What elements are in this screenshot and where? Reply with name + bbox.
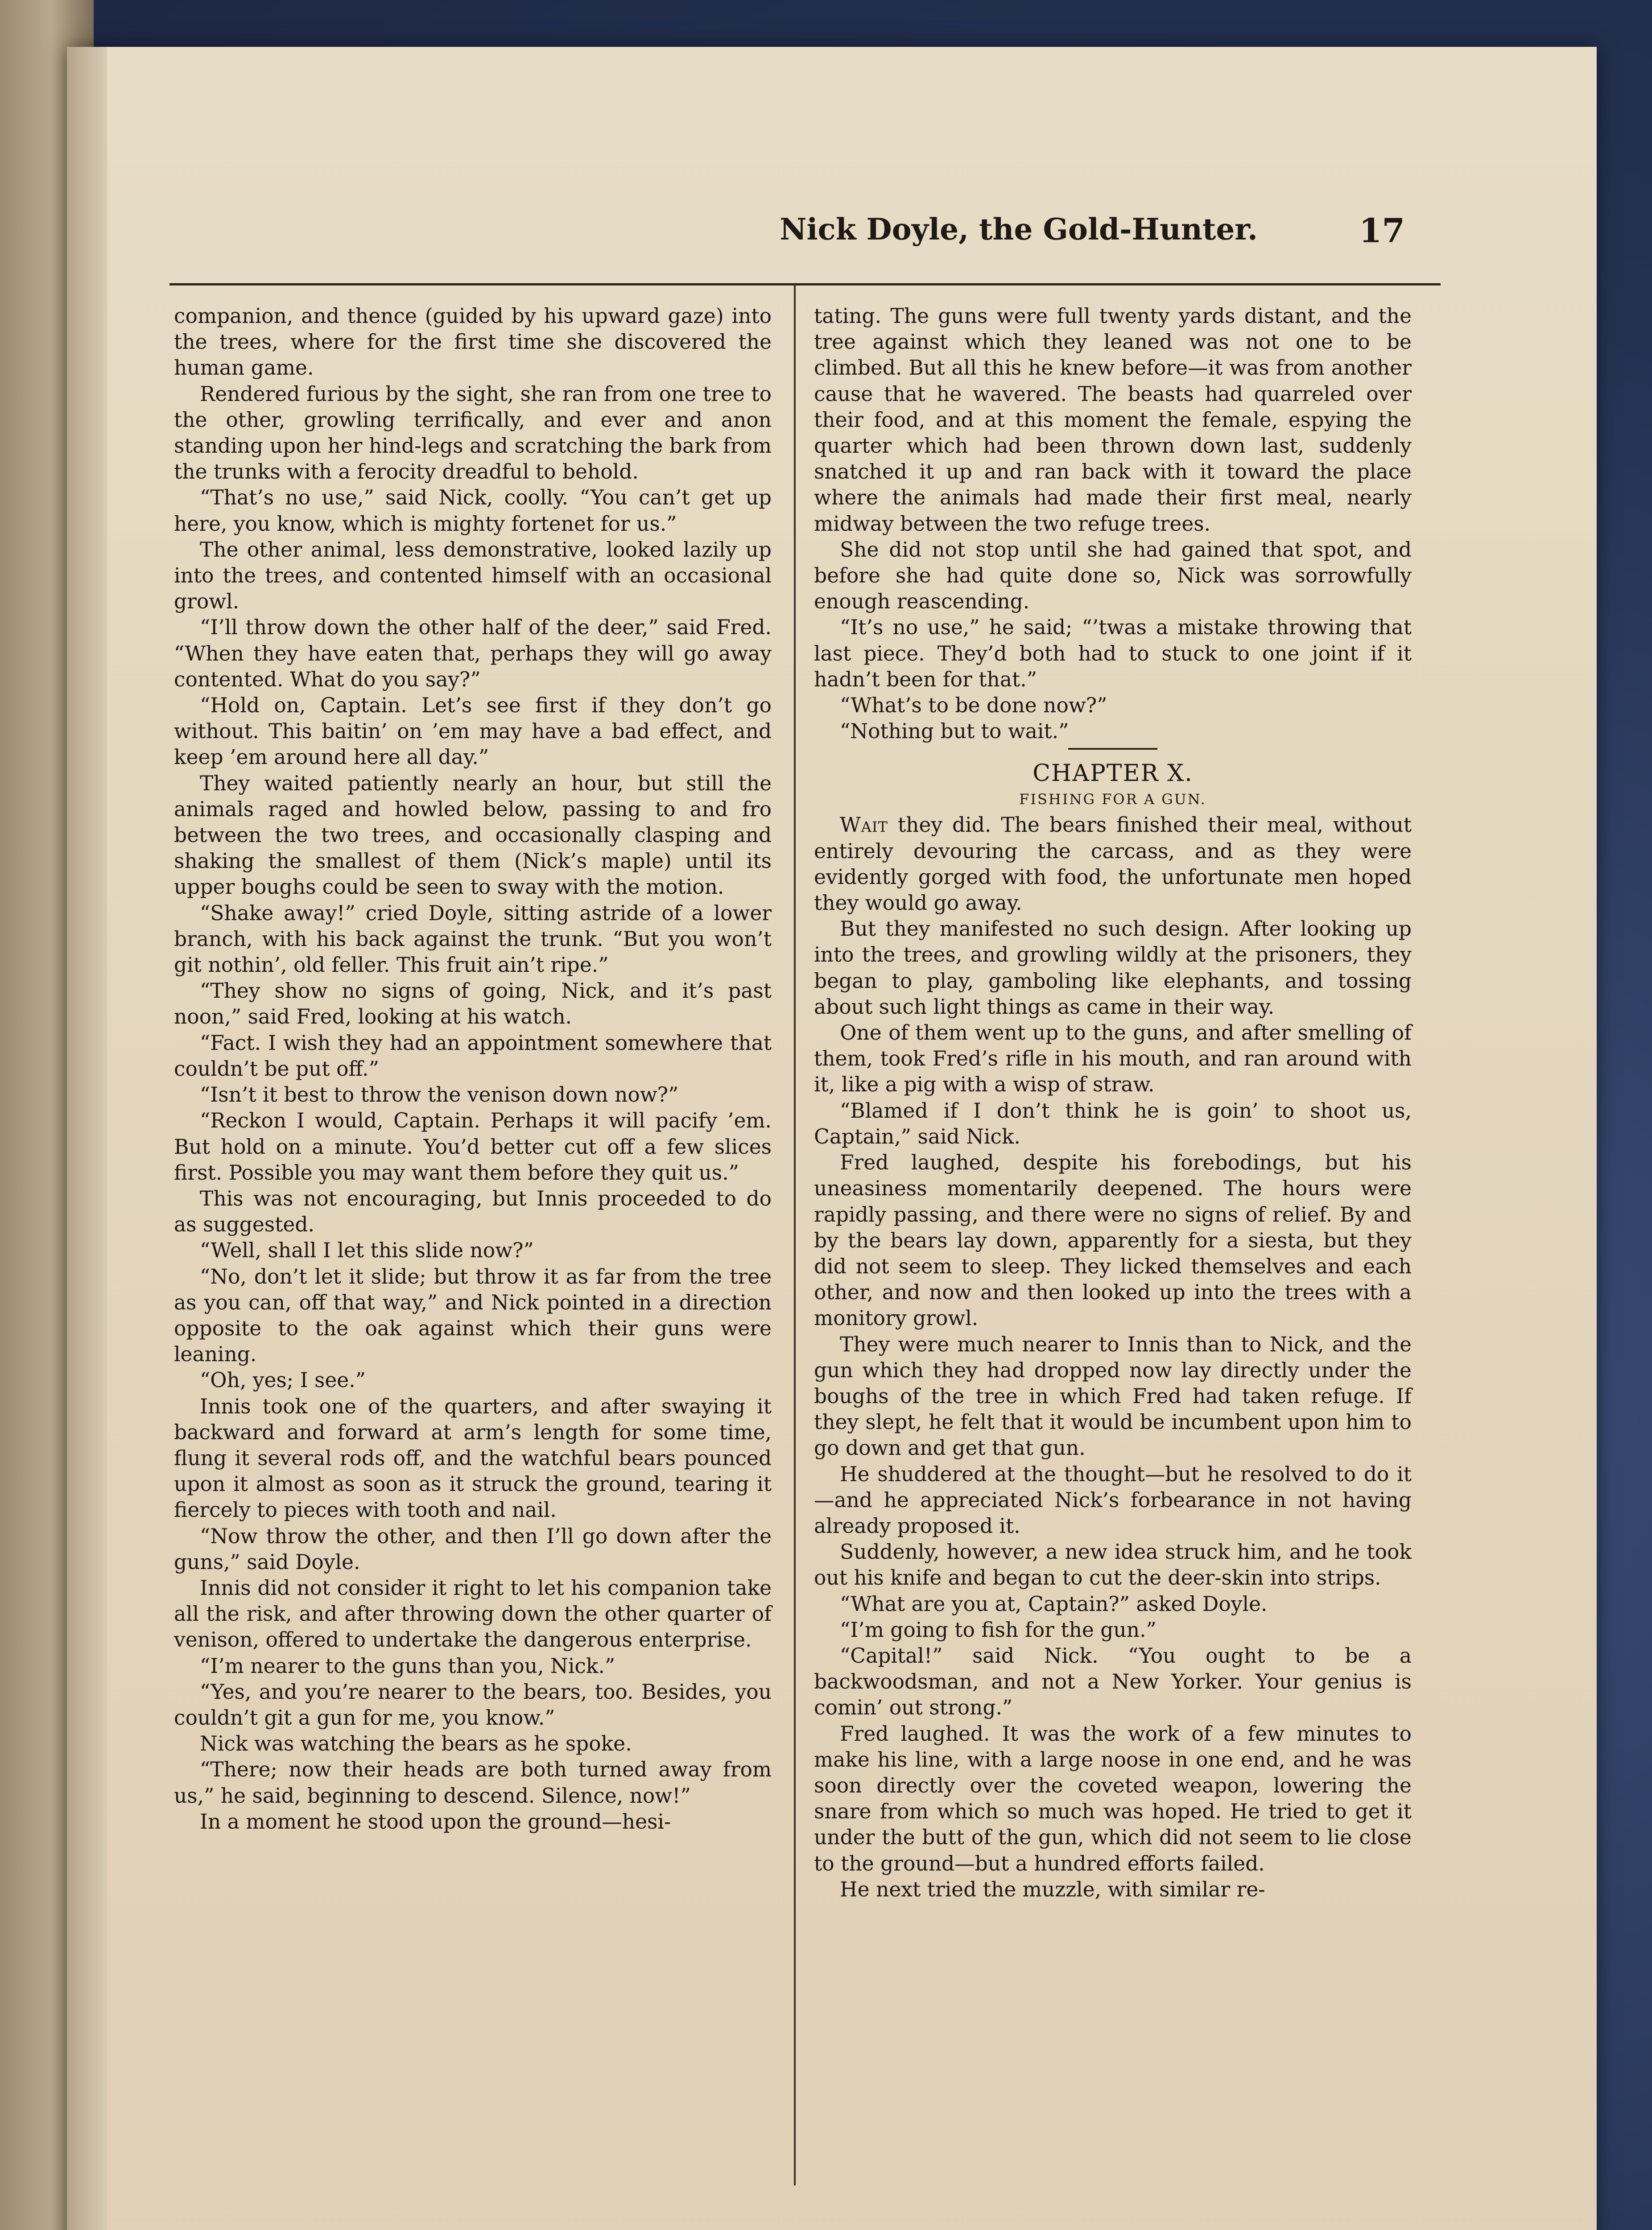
paragraph: “Oh, yes; I see.” [200, 1368, 366, 1392]
paragraph: Innis took one of the quarters, and after swaying it backward and forward at arm’s length for some time, flung it several rods off, and the watchful bears pounced upon it almost as soon as it struck the ground, tearing it fiercely to pieces with tooth and nail. [174, 1394, 772, 1522]
paragraph: “I’ll throw down the other half of the deer,” said Fred. “When they have eaten that, perhaps they will go away contented. What do you say?” [174, 615, 772, 691]
paragraph: “Yes, and you’re nearer to the bears, too. Besides, you couldn’t git a gun for me, you know.” [174, 1680, 772, 1730]
paragraph: “Hold on, Captain. Let’s see first if they don’t go without. This baitin’ on ’em may have a bad effect, and keep ’em around here all day.” [174, 694, 772, 769]
paragraph: They waited patiently nearly an hour, but still the animals raged and howled below, passing to and fro between the two trees, and occasionally clasping and shaking the smallest of them (Nick’s maple) until its upper boughs could be seen to sway with the motion. [174, 771, 772, 899]
paragraph: “Now throw the other, and then I’ll go down after the guns,” said Doyle. [174, 1524, 772, 1574]
header-rule [169, 283, 1441, 285]
paragraph: He shuddered at the thought—but he resolved to do it—and he appreciated Nick’s forbearance in not having already proposed it. [814, 1462, 1412, 1538]
running-head [67, 212, 1405, 283]
paragraph: “They show no signs of going, Nick, and it’s past noon,” said Fred, looking at his watch. [174, 979, 772, 1029]
paragraph: Fred laughed. It was the work of a few minutes to make his line, with a large noose in one end, and he was soon directly over the coveted weapon, lowering the snare from which so much was hoped. He tried to get it under the butt of the gun, which did not seem to lie close to the ground—but a hundred efforts failed. [814, 1722, 1412, 1875]
paragraph: They were much nearer to Innis than to Nick, and the gun which they had dropped now lay directly under the boughs of the tree in which Fred had taken refuge. If they slept, he felt that it would be incumbent upon him to go down and get that gun. [814, 1332, 1412, 1460]
paragraph: One of them went up to the guns, and after smelling of them, took Fred’s rifle in his mouth, and ran around with it, like a pig with a wisp of straw. [814, 1021, 1412, 1097]
opening-text: they did. The bears finished their meal, without entirely devouring the carcass, and as they were evidently gorged with food, the unfortunate men hoped they would go away. [814, 813, 1412, 915]
paragraph: “What’s to be done now?” [840, 694, 1107, 718]
paragraph: “Well, shall I let this slide now?” [200, 1239, 534, 1263]
paragraph: Rendered furious by the sight, she ran from one tree to the other, growling terrifically, and ever and anon standing upon her hind-legs and scratching the bark from the trunks with a ferocity dreadful to behold. [174, 382, 772, 484]
paragraph: “Capital!” said Nick. “You ought to be a backwoodsman, and not a New Yorker. Your genius is comin’ out strong.” [814, 1644, 1412, 1720]
paragraph: “I’m going to fish for the gun.” [840, 1618, 1156, 1642]
paragraph: “No, don’t let it slide; but throw it as far from the tree as you can, off that way,” and Nick pointed in a direction opposite to the oak against which their guns were leaning. [174, 1264, 772, 1367]
paragraph: “Nothing but to wait.” [840, 719, 1069, 743]
paragraph: Nick was watching the bears as he spoke. [200, 1732, 632, 1756]
page-gutter [67, 47, 107, 2230]
paragraph: “There; now their heads are both turned away from us,” he said, beginning to descend. Silence, now!” [174, 1758, 772, 1808]
paragraph: But they manifested no such design. After looking up into the trees, and growling wildly at the prisoners, they began to play, gamboling like elephants, and tossing about such light things as came in their way. [814, 917, 1412, 1019]
paragraph: “Isn’t it best to throw the venison down now?” [200, 1083, 679, 1107]
paragraph: “Shake away!” cried Doyle, sitting astride of a lower branch, with his back against the trunk. “But you won’t git nothin’, old feller. This fruit ain’t ripe.” [174, 901, 772, 977]
paragraph: In a moment he stood upon the ground—hesi- [200, 1809, 671, 1834]
chapter-subtitle: FISHING FOR A GUN. [1019, 791, 1206, 808]
paragraph: “That’s no use,” said Nick, coolly. “You can’t get up here, you know, which is mighty fortenet for us.” [174, 486, 772, 536]
running-title: Nick Doyle, the Gold-Hunter. [780, 212, 1258, 247]
paragraph: He next tried the muzzle, with similar re- [840, 1877, 1265, 1901]
opening-word: Wait [840, 813, 888, 837]
paragraph: companion, and thence (guided by his upward gaze) into the trees, where for the first time she discovered the human game. [174, 304, 772, 380]
paragraph: This was not encouraging, but Innis proceeded to do as suggested. [174, 1186, 772, 1237]
right-column [814, 303, 1412, 1903]
column-divider [794, 285, 796, 2185]
paragraph: Innis did not consider it right to let his companion take all the risk, and after throwing down the other quarter of venison, offered to undertake the dangerous enterprise. [174, 1576, 772, 1652]
paragraph: tating. The guns were full twenty yards distant, and the tree against which they leaned was not one to be climbed. But all this he knew before—it was from another cause that he wavered. The beasts had quarreled over their food, and at this moment the female, espying the quarter which had been thrown down last, suddenly snatched it up and ran back with it toward the place where the animals had made their first meal, nearly midway between the two refuge trees. [814, 304, 1412, 536]
paragraph: “Blamed if I don’t think he is goin’ to shoot us, Captain,” said Nick. [814, 1098, 1412, 1148]
paragraph: She did not stop until she had gained that spot, and before she had quite done so, Nick was sorrowfully enough reascending. [814, 537, 1412, 614]
paragraph: “I’m nearer to the guns than you, Nick.” [200, 1654, 615, 1678]
page-number: 17 [1359, 212, 1405, 250]
book-page [67, 47, 1597, 2230]
paragraph: “Reckon I would, Captain. Perhaps it will pacify ’em. But hold on a minute. You’d better cut off a few slices first. Possible you may want them before they quit us.” [174, 1109, 772, 1185]
chapter-opening-paragraph [814, 812, 1412, 916]
paragraph: “What are you at, Captain?” asked Doyle. [840, 1592, 1268, 1616]
paragraph: “It’s no use,” he said; “’twas a mistake throwing that last piece. They’d both had to stuck to one joint if it hadn’t been for that.” [814, 615, 1412, 691]
chapter-rule [1068, 748, 1157, 750]
paragraph: “Fact. I wish they had an appointment somewhere that couldn’t be put off.” [174, 1031, 772, 1081]
chapter-heading: CHAPTER X. [1032, 760, 1193, 787]
paragraph: The other animal, less demonstrative, looked lazily up into the trees, and contented himself with an occasional growl. [174, 537, 772, 614]
paragraph: Suddenly, however, a new idea struck him, and he took out his knife and began to cut the deer-skin into strips. [814, 1540, 1412, 1590]
paragraph: Fred laughed, despite his forebodings, but his uneasiness momentarily deepened. The hours were rapidly passing, and there were no signs of relief. By and by the bears lay down, apparently for a siesta, but they did not seem to sleep. They licked themselves and each other, and now and then looked up into the trees with a monitory growl. [814, 1151, 1412, 1330]
left-column [174, 303, 772, 1835]
